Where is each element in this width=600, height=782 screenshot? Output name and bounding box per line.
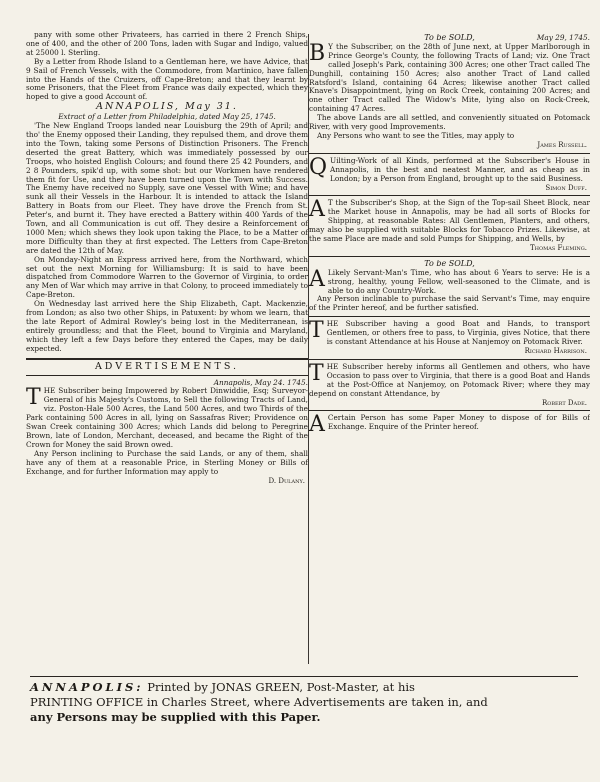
ad-text: Uilting-Work of all Kinds, performed at the Subscriber's House in Annapolis, in the best and neatest Manner, and as cheap as in London; by a Person from England, brought up to the said Business.: [330, 156, 590, 183]
drop-cap: T: [309, 362, 324, 386]
ad-text: Any Persons who want to see the Titles, may apply to: [317, 130, 515, 140]
drop-cap: A: [309, 266, 325, 292]
ad-text: Y the Subscriber, on the 28th of June next, at Upper Marlborough in Prince George's County, the following Tracts of Land; viz. One Tract called Joseph's Park, containing 300 Acres; one other Tract called The Dunghill, containing 150 Acres; also another Tract of Land called Ratsford's Island, containing 64 Acres; likewise another Tract called Knave's Disappointment, lying on Rock Creek, containing 200 Acres; and one other Tract called The Widow's Mite, lying also on Rock-Creek, containing 47 Acres.: [309, 41, 590, 114]
ad-heading: To be SOLD,: [424, 259, 475, 268]
section-divider: [26, 358, 308, 360]
ad-signature: Simon Duff.: [545, 183, 587, 192]
quilting-ad: [309, 157, 590, 193]
right-column: [309, 34, 590, 435]
divider: [309, 316, 590, 317]
divider: [309, 410, 590, 411]
news-paragraph: On Monday-Night an Express arrived here, from the Northward, which set out the next Morning for Williamsburg: It is said to have been dispatched from Commodore Warren to the Governor of Virginia, to order any Men of War which may arrive in that Colony, to proceed immediately to Cape-Breton.: [26, 254, 308, 300]
ad-text: HE Subscriber hereby informs all Gentlemen and others, who have Occasion to pass over to Virginia, that there is a good Boat and Hands at the Post-Office at Nanjemoy, on Potomack River; where they may depend on constant Attendance, by: [309, 362, 590, 398]
divider: [26, 375, 308, 376]
land-auction-ad: [309, 34, 590, 150]
ad-signature: James Russell.: [537, 140, 587, 149]
ad-date: May 29, 1745.: [536, 34, 590, 42]
colophon-line: Printed by JONAS GREEN, Post-Master, at his: [147, 680, 415, 694]
drop-cap: A: [309, 199, 325, 223]
drop-cap: T: [26, 387, 41, 411]
divider: [309, 359, 590, 360]
land-sale-ad: [26, 387, 308, 449]
ad-date: Annapolis, May 24. 1745.: [213, 377, 308, 387]
ad-text: Likely Servant-Man's Time, who has about 6 Years to serve: He is a strong, healthy, young Fellow, well-seasoned to the Climate, and is able to do any Country-Work.: [327, 267, 590, 295]
ad-heading: To be SOLD,: [424, 34, 475, 42]
drop-cap: B: [309, 40, 326, 66]
ad-text: HE Subscriber being Impowered by Robert Dinwiddie, Esq; Surveyor-General of his Majesty's Customs, to Sell the following Tracts of Land, viz. Poston-Hale 500 Acres, the Land 500 Acres, and two Thirds of the Park containing 500 Acres in all, lying on Sassafras River; Providence on Swan Creek containing 300 Acres; which Lands did belong to Peregrine Brown, late of London, Merchant, deceased, and became the Right of the Crown for Money the said Brown owed.: [26, 387, 308, 449]
ad-text: Certain Person has some Paper Money to dispose of for Bills of Exchange. Enquire of the Printer hereof.: [327, 414, 590, 432]
news-paragraph: On Wednesday last arrived here the Ship Elizabeth, Capt. Mackenzie, from London; as also two other Ships, in Patuxent: by whom we learn, that the late Report of Admiral Rowley's being lost in the Mediterranean, is entirely groundless; and that the Fleet, bound to Virginia and Maryland, which they left a few Days before they entered the Capes, may be daily expected.: [26, 299, 308, 353]
news-paragraph: pany with some other Privateers, has carried in there 2 French Ships, one of 400, and the other of 200 Tons, laden with Sugar and Indigo, valued at 25000 l. Sterling.: [26, 30, 308, 57]
ad-signature: Thomas Fleming.: [529, 243, 587, 252]
divider: [309, 153, 590, 154]
letter-extract-heading: Extract of a Letter from Philadelphia, dated May 25, 1745.: [58, 112, 276, 122]
divider: [309, 195, 590, 196]
divider: [309, 256, 590, 257]
ferry-boat-ad: [309, 320, 590, 356]
drop-cap: A: [309, 414, 325, 436]
column-divider: [308, 34, 309, 664]
dateline-heading: ANNAPOLIS, May 31.: [96, 101, 238, 113]
blocks-shop-ad: [309, 199, 590, 252]
servant-sale-ad: [309, 260, 590, 313]
ad-text: T the Subscriber's Shop, at the Sign of the Top-sail Sheet Block, near the Market house in Annapolis, may be had all sorts of Blocks for Shipping, at reasonable Rates: All Gentlemen, Planters, and others, may also be supplied with suitable Blocks for Tobacco Prizes. Likewise, at the same Place are made and sold Pumps for Shipping, and Wells, by: [309, 199, 590, 244]
ad-signature: Richard Harrison.: [524, 347, 587, 355]
colophon-line: PRINTING OFFICE in Charles Street, where Advertisements are taken in, and: [30, 695, 488, 709]
ad-text: HE Subscriber having a good Boat and Hands, to transport Gentlemen, or others free to pass, to Virginia, gives Notice, that there is constant Attendance at his House at Nanjemoy on Potomack River.: [326, 320, 590, 347]
drop-cap: T: [309, 320, 324, 344]
paper-money-ad: [309, 414, 590, 435]
ad-text: Any Person inclining to Purchase the said Lands, or any of them, shall have any of them at a reasonable Price, in Sterling Money or Bills of Exchange, and for further Information may apply to: [26, 448, 308, 476]
colophon-title: ANNAPOLIS:: [30, 680, 144, 694]
left-column: [26, 31, 308, 485]
news-paragraph: 'The New England Troops landed near Louisburg the 29th of April; and tho' the Enemy opposed their Landing, they repulsed them, and drove them into the Town, taking some Persons of Distinction Prisoners. The French deserted the great Battery, which was immediately possessed by our Troops, who hoisted English Colours; and found there 25 42 Pounders, and 2 8 Pounders, spik'd up, with some shot: but our Workmen have rendered them fit for Use, and they have been turned upon the Town with Success. The Enemy have received no Supply, save one Vessel with Wine; and have sunk all their Vessels in the Harbour. It is intended to attack the Island Battery in Boats from our Fleet. They have drove the French from St. Peter's, and burnt it. They have erected a Battery within 400 Yards of the Town, and all Communication is cut off. They desire a Reinforcement of 1000 Men; which shews they look upon taking the Place, to be a Matter of more Difficulty than they at first expected. The Letters from Cape-Breton are dated the 12th of May.: [26, 121, 308, 255]
colophon-line: any Persons may be supplied with this Paper.: [30, 710, 321, 724]
news-paragraph: By a Letter from Rhode Island to a Gentleman here, we have Advice, that 9 Sail of French Vessels, with the Commodore, from Martinico, have fallen into the Hands of the Cruizers, off Cape-Breton; and that they learnt by some Prisoners, that the Fleet from France was daily expected, which they hoped to give a good Account of.: [26, 56, 308, 102]
ad-text: Any Person inclinable to purchase the said Servant's Time, may enquire of the Printer hereof, and be further satisfied.: [309, 294, 590, 313]
drop-cap: Q: [309, 156, 328, 180]
advertisements-heading: ADVERTISEMENTS.: [94, 360, 240, 372]
printer-colophon: [30, 676, 578, 725]
ad-text: The above Lands are all settled, and conveniently situated on Potomack River, with very good Improvements.: [309, 113, 590, 132]
ad-signature: D. Dulany.: [268, 476, 305, 485]
ad-signature: Robert Dade.: [541, 398, 587, 407]
post-office-boat-ad: [309, 363, 590, 408]
